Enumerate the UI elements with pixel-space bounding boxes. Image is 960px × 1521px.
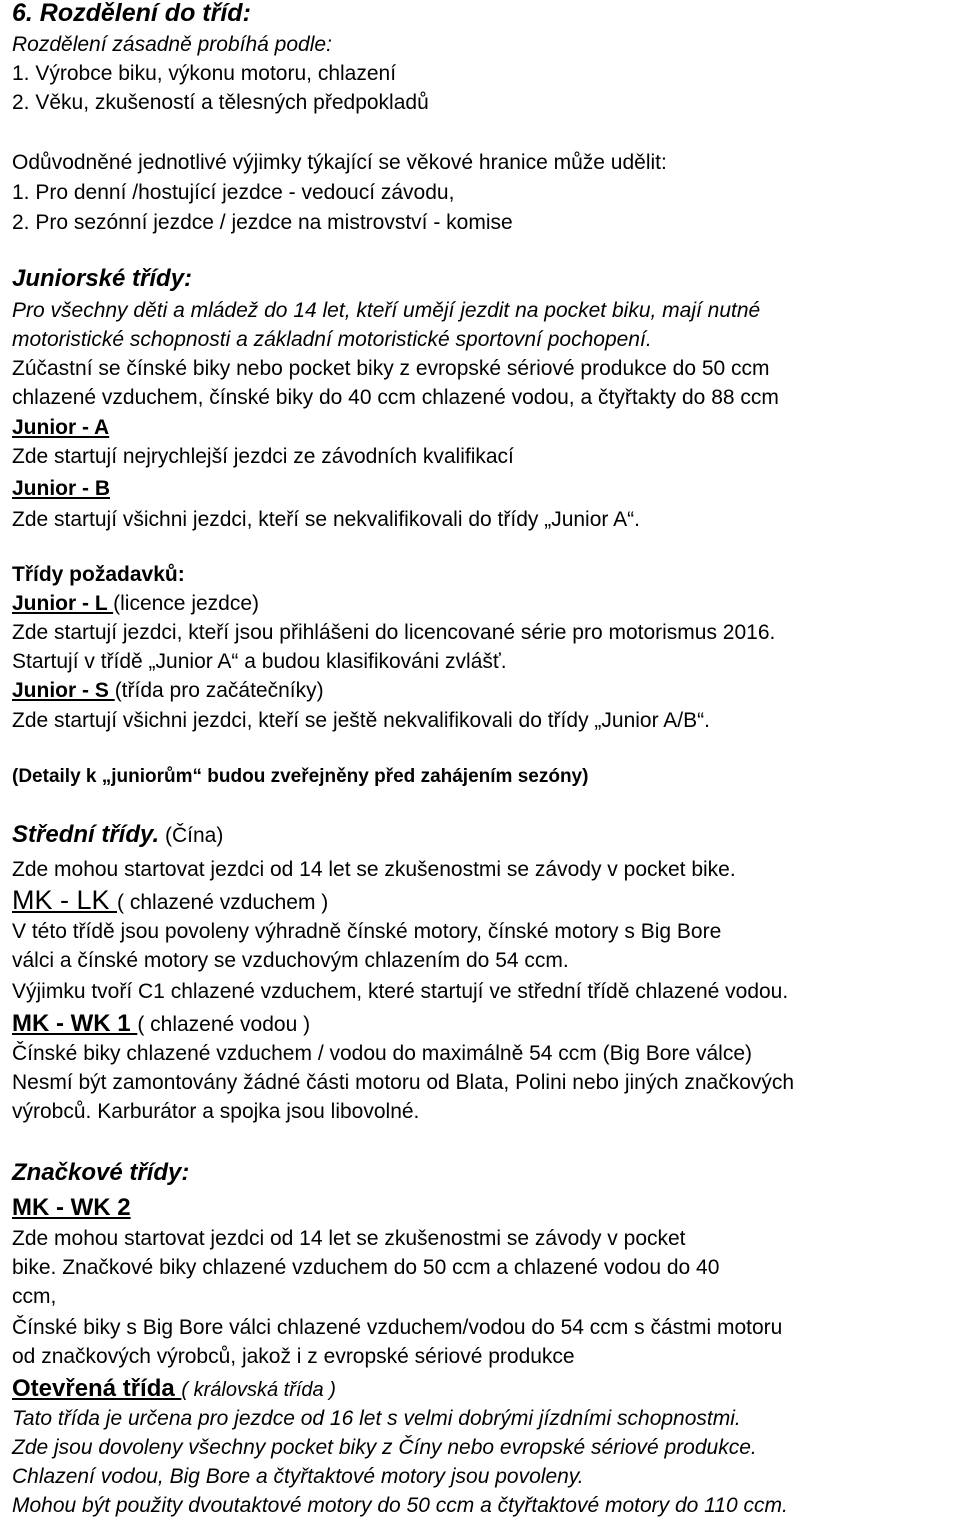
junior-l-description: Zde startují jezdci, kteří jsou přihlášeni do licencované série pro motorismus 2016.: [12, 621, 776, 644]
junior-l-description: Startují v třídě „Junior A“ a budou klasifikováni zvlášť.: [12, 650, 507, 673]
middle-classes-note: (Čína): [159, 824, 224, 847]
mk-wk2-label: MK - WK 2: [12, 1194, 131, 1221]
junior-s-line: [12, 676, 324, 706]
junior-s-description: Zde startují všichni jezdci, kteří se ještě nekvalifikovali do třídy „Junior A/B“.: [12, 709, 710, 732]
mk-wk2-description: Čínské biky s Big Bore válci chlazené vzduchem/vodou do 54 ccm s částmi motoru: [12, 1316, 783, 1339]
junior-classes-heading: Juniorské třídy:: [12, 265, 193, 292]
mk-wk1-line: [12, 1009, 310, 1040]
open-class-description: Zde jsou dovoleny všechny pocket biky z Číny nebo evropské sériové produkce.: [12, 1436, 757, 1459]
mk-lk-description: válci a čínské motory se vzduchovým chlazením do 54 ccm.: [12, 949, 569, 972]
exceptions-intro: Odůvodněné jednotlivé výjimky týkající se věkové hranice může udělit:: [12, 151, 667, 174]
mk-lk-line: [12, 885, 328, 918]
mk-wk2-description: Zde mohou startovat jezdci od 14 let se zkušenostmi se závody v pocket: [12, 1227, 686, 1250]
junior-s-note: (třída pro začátečníky): [114, 679, 324, 702]
mk-wk2-description: bike. Značkové biky chlazené vzduchem do 50 ccm a chlazené vodou do 40: [12, 1256, 720, 1279]
junior-l-note: (licence jezdce): [113, 592, 260, 615]
mk-lk-description: V této třídě jsou povoleny výhradně čínské motory, čínské motory s Big Bore: [12, 920, 722, 943]
division-item: 2. Věku, zkušeností a tělesných předpokladů: [12, 91, 429, 114]
section-title: 6. Rozdělení do tříd:: [12, 0, 251, 27]
junior-description-line: motoristické schopnosti a základní motoristické sportovní pochopení.: [12, 328, 652, 351]
exception-item: 2. Pro sezónní jezdce / jezdce na mistrovství - komise: [12, 211, 513, 234]
junior-b-label: Junior - B: [12, 477, 110, 500]
open-class-description: Chlazení vodou, Big Bore a čtyřtaktové motory jsou povoleny.: [12, 1465, 584, 1488]
mk-wk1-note: ( chlazené vodou ): [137, 1013, 311, 1036]
middle-classes-title: Střední třídy.: [12, 821, 160, 848]
junior-l-label: Junior - L: [12, 592, 114, 615]
open-class-note: ( královská třída ): [181, 1379, 336, 1401]
junior-description-line: Pro všechny děti a mládež do 14 let, kteří umějí jezdit na pocket biku, mají nutné: [12, 299, 761, 322]
junior-a-description: Zde startují nejrychlejší jezdci ze závodních kvalifikací: [12, 445, 514, 468]
mk-wk2-description: ccm,: [12, 1285, 57, 1308]
open-class-description: Mohou být použity dvoutaktové motory do 50 ccm a čtyřtaktové motory do 110 ccm.: [12, 1494, 788, 1517]
open-class-description: Tato třída je určena pro jezdce od 16 let s velmi dobrými jízdními schopnostmi.: [12, 1407, 741, 1430]
mk-lk-label: MK - LK: [12, 885, 118, 915]
middle-description: Zde mohou startovat jezdci od 14 let se zkušenostmi se závody v pocket bike.: [12, 858, 736, 881]
division-intro: Rozdělení zásadně probíhá podle:: [12, 33, 332, 56]
junior-b-description: Zde startují všichni jezdci, kteří se nekvalifikovali do třídy „Junior A“.: [12, 508, 640, 531]
mk-lk-note: ( chlazené vzduchem ): [117, 891, 329, 914]
mk-wk2-description: od značkových výrobců, jakož i z evropské sériové produkce: [12, 1345, 575, 1368]
junior-s-label: Junior - S: [12, 679, 115, 702]
junior-bikes-line: chlazené vzduchem, čínské biky do 40 ccm chlazené vodou, a čtyřtakty do 88 ccm: [12, 386, 779, 409]
junior-l-line: [12, 589, 259, 619]
mk-wk1-description: Nesmí být zamontovány žádné části motoru od Blata, Polini nebo jiných značkových: [12, 1071, 795, 1094]
mk-wk1-description: Čínské biky chlazené vzduchem / vodou do maximálně 54 ccm (Big Bore válce): [12, 1042, 753, 1065]
division-item: 1. Výrobce biku, výkonu motoru, chlazení: [12, 62, 397, 85]
open-class-line: [12, 1374, 336, 1405]
exception-item: 1. Pro denní /hostující jezdce - vedoucí závodu,: [12, 181, 455, 204]
junior-a-label: Junior - A: [12, 416, 110, 439]
mk-wk1-label: MK - WK 1: [12, 1010, 138, 1037]
middle-classes-heading: [12, 820, 223, 851]
requirement-classes-heading: Třídy požadavků:: [12, 563, 185, 586]
mk-wk1-description: výrobců. Karburátor a spojka jsou libovolné.: [12, 1100, 420, 1123]
mk-lk-description: Výjimku tvoří C1 chlazené vzduchem, které startují ve střední třídě chlazené vodou.: [12, 980, 789, 1003]
junior-details-note: (Detaily k „juniorům“ budou zveřejněny před zahájením sezóny): [12, 766, 589, 787]
brand-classes-heading: Značkové třídy:: [12, 1159, 190, 1186]
open-class-label: Otevřená třída: [12, 1375, 182, 1402]
junior-bikes-line: Zúčastní se čínské biky nebo pocket biky z evropské sériové produkce do 50 ccm: [12, 357, 770, 380]
